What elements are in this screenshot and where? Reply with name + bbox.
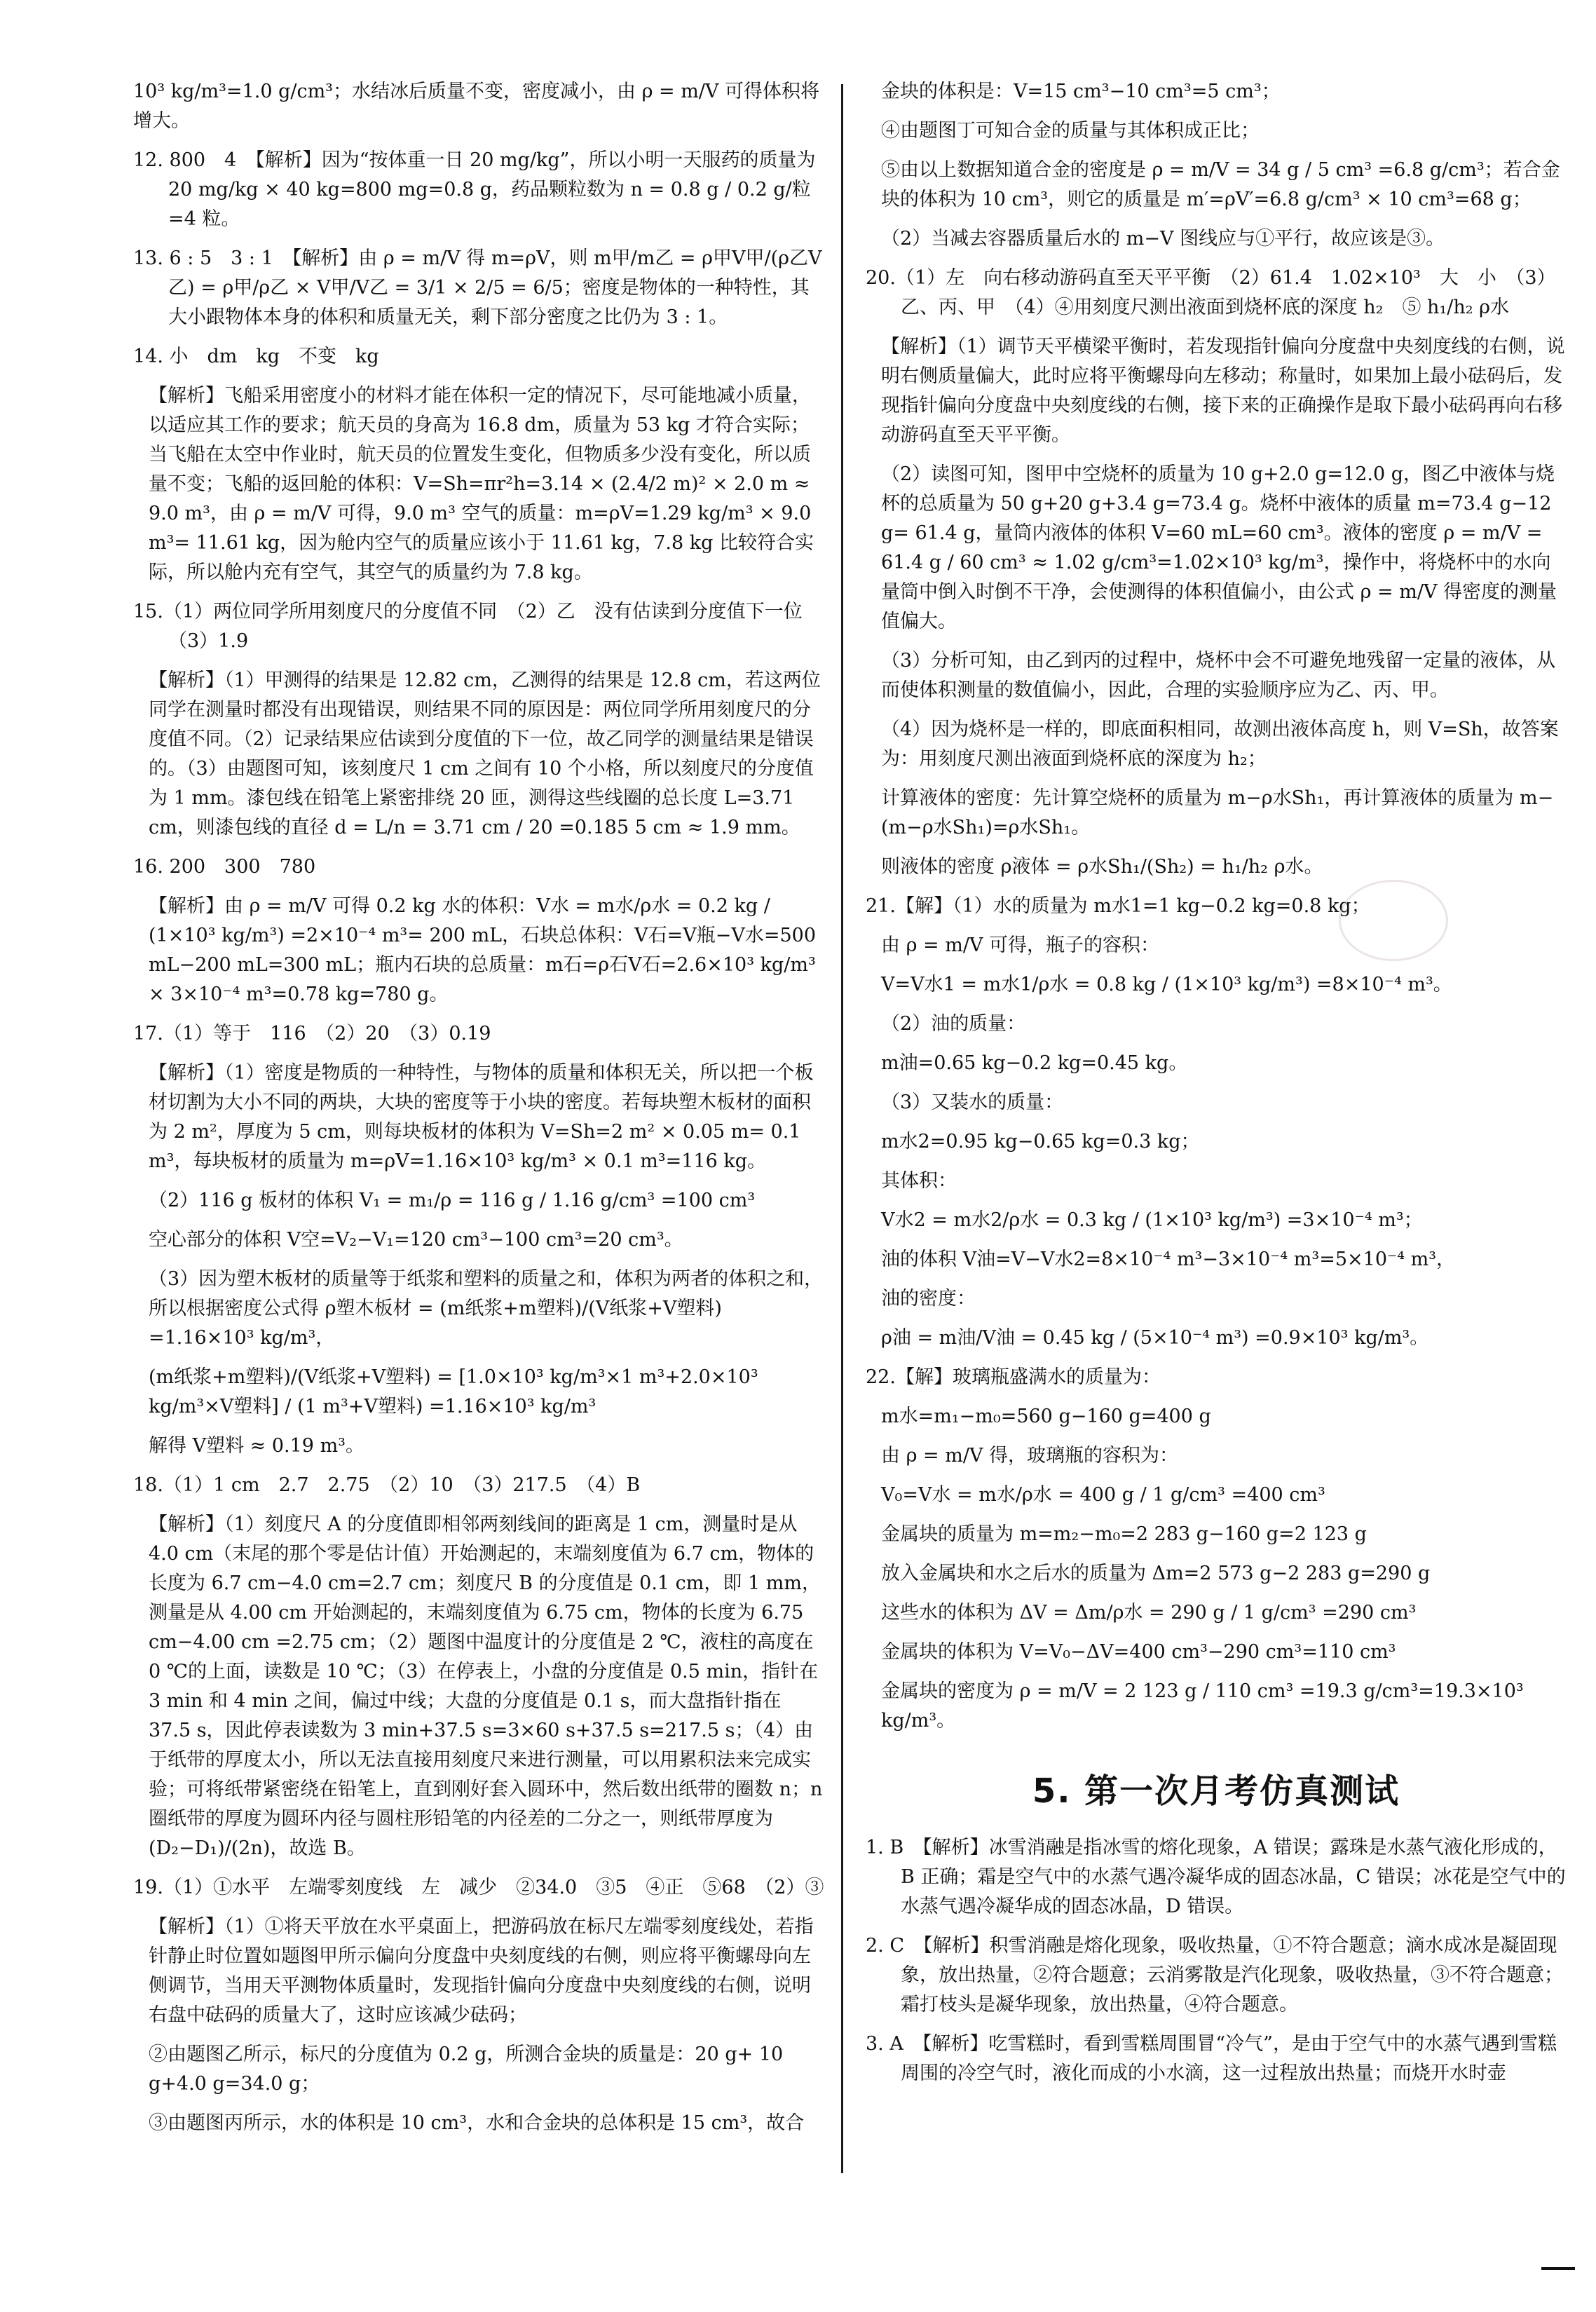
- analysis-20-part6: 则液体的密度 ρ液体 = ρ水Sh₁/(Sh₂) = h₁/h₂ ρ水。: [881, 856, 1323, 878]
- section-title: 5. 第一次月考仿真测试: [1032, 1772, 1400, 1811]
- answer-20: 20.（1）左 向右移动游码直至天平平衡 （2）61.4 1.02×10³ 大 小 （3）乙、丙、甲 （4）④用刻度尺测出液面到烧杯底的深度 h₂ ⑤ h₁/h₂ ρ水: [866, 267, 1556, 318]
- answer-21-line: m水2=0.95 kg−0.65 kg=0.3 kg；: [881, 1131, 1200, 1152]
- analysis-20-part5: 计算液体的密度：先计算空烧杯的质量为 m−ρ水Sh₁，再计算液体的质量为 m−(m−ρ水Sh₁)=ρ水Sh₁。: [881, 787, 1554, 838]
- answer-21-line: 由 ρ = m/V 可得，瓶子的容积：: [881, 934, 1160, 956]
- right-column: [866, 77, 1567, 2098]
- analysis-16: 【解析】由 ρ = m/V 可得 0.2 kg 水的体积：V水 = m水/ρ水 = 0.2 kg / (1×10³ kg/m³) =2×10⁻⁴ m³= 200 mL，石块总体积：V石=V瓶−V水=500 mL−200 mL=300 mL；瓶内石块的总质量：m石=ρ石V石=2.6×10³ kg/m³ × 3×10⁻⁴ m³=0.78 kg=780 g。: [149, 895, 822, 1005]
- analysis-17-part2b: 空心部分的体积 V空=V₂−V₁=120 cm³−100 cm³=20 cm³。: [149, 1229, 683, 1251]
- answer-17: 17.（1）等于 116 （2）20 （3）0.19: [133, 1023, 491, 1045]
- analysis-17-formula: (m纸浆+m塑料)/(V纸浆+V塑料) = [1.0×10³ kg/m³×1 m³+2.0×10³ kg/m³×V塑料] / (1 m³+V塑料) =1.16×10³ kg/m³: [149, 1366, 765, 1417]
- analysis-20-part3: （3）分析可知，由乙到丙的过程中，烧杯中会不可避免地残留一定量的液体，从而使体积测量的数值偏小，因此，合理的实验顺序应为乙、丙、甲。: [881, 650, 1556, 701]
- answer-21-line: （2）油的质量：: [881, 1013, 1026, 1035]
- answer-22-line: 金属块的质量为 m=m₂−m₀=2 283 g−160 g=2 123 g: [881, 1523, 1367, 1545]
- section-answer-2: 2. C 【解析】积雪消融是熔化现象，吸收热量，①不符合题意；滴水成冰是凝固现象，放出热量，②符合题意；云消雾散是汽化现象，吸收热量，③不符合题意；霜打枝头是凝华现象，放出热量，④符合题意。: [866, 1935, 1563, 2015]
- answer-21-line: ρ油 = m油/V油 = 0.45 kg / (5×10⁻⁴ m³) =0.9×10³ kg/m³。: [881, 1327, 1429, 1349]
- answer-21-line: 油的密度：: [881, 1288, 976, 1310]
- answer-22-line: 这些水的体积为 ΔV = Δm/ρ水 = 290 g / 1 g/cm³ =290 cm³: [881, 1602, 1417, 1624]
- column-divider: [841, 84, 843, 2173]
- analysis-19-part6: （2）当减去容器质量后水的 m−V 图线应与①平行，故应该是③。: [881, 228, 1445, 250]
- answer-21-line: V水2 = m水2/ρ水 = 0.3 kg / (1×10³ kg/m³) =3×10⁻⁴ m³；: [881, 1209, 1423, 1231]
- answer-16: 16. 200 300 780: [133, 856, 316, 878]
- faint-stamp-seal: [1339, 880, 1448, 961]
- answer-21-line: 其体积：: [881, 1170, 957, 1192]
- analysis-17-part3: （3）因为塑木板材的质量等于纸浆和塑料的质量之和，体积为两者的体积之和，所以根据密度公式得 ρ塑木板材 = (m纸浆+m塑料)/(V纸浆+V塑料) =1.16×10³ kg/m³，: [149, 1268, 824, 1349]
- answer-21-line: m油=0.65 kg−0.2 kg=0.45 kg。: [881, 1052, 1188, 1074]
- page-number-mark: [1541, 2267, 1575, 2270]
- left-column: [133, 77, 827, 2148]
- analysis-19-part2: ②由题图乙所示，标尺的分度值为 0.2 g，所测合金块的质量是：20 g+ 10 g+4.0 g=34.0 g；: [149, 2044, 789, 2095]
- analysis-17-result: 解得 V塑料 ≈ 0.19 m³。: [149, 1435, 364, 1457]
- answer-22-line: V₀=V水 = m水/ρ水 = 400 g / 1 g/cm³ =400 cm³: [881, 1484, 1325, 1506]
- answer-22-line: 由 ρ = m/V 得，玻璃瓶的容积为：: [881, 1445, 1179, 1467]
- answer-12: 12. 800 4 【解析】因为“按体重一日 20 mg/kg”，所以小明一天服药的质量为 20 mg/kg × 40 kg=800 mg=0.8 g，药品颗粒数为 n = 0.8 g / 0.2 g/粒 =4 粒。: [133, 149, 822, 230]
- analysis-18: 【解析】（1）刻度尺 A 的分度值即相邻两刻线间的距离是 1 cm，测量时是从 4.0 cm（末尾的那个零是估计值）开始测起的，末端刻度值为 6.7 cm，物体的长度为 6.7 cm−4.0 cm=2.7 cm；刻度尺 B 的分度值是 0.1 cm，即 1 mm，测量是从 4.00 cm 开始测起的，末端刻度值为 6.75 cm，物体的长度为 6.75 cm−4.00 cm =2.75 cm；（2）题图中温度计的分度值是 2 ℃，液柱的高度在 0 ℃的上面，读数是 10 ℃；（3）在停表上，小盘的分度值是 0.5 min，指针在 3 min 和 4 min 之间，偏过中线；大盘的分度值是 0.1 s，而大盘指针指在 37.5 s，因此停表读数为 3 min+37.5 s=3×60 s+37.5 s=217.5 s；（4）由于纸带的厚度太小，所以无法直接用刻度尺来进行测量，可以用累积法来完成实验；可将纸带紧密绕在铅笔上，直到刚好套入圆环中，然后数出纸带的圈数 n；n 圈纸带的厚度为圆环内径与圆柱形铅笔的内径差的二分之一，则纸带厚度为 (D₂−D₁)/(2n)，故选 B。: [149, 1514, 828, 1859]
- analysis-14: 【解析】飞船采用密度小的材料才能在体积一定的情况下，尽可能地减小质量，以适应其工作的要求；航天员的身高为 16.8 dm，质量为 53 kg 才符合实际；当飞船在太空中作业时，航天员的位置发生变化，但物质多少没有变化，所以质量不变；飞船的返回舱的体积：V=Sh=πr²h=3.14 × (2.4/2 m)² × 2.0 m ≈ 9.0 m³，由 ρ = m/V 可得，9.0 m³ 空气的质量：m=ρV=1.29 kg/m³ × 9.0 m³= 11.61 kg，因为舱内空气的质量应该小于 11.61 kg，7.8 kg 比较符合实际，所以舱内充有空气，其空气的质量约为 7.8 kg。: [149, 385, 817, 583]
- answer-21-line: （3）又装水的质量：: [881, 1092, 1064, 1113]
- analysis-20-part1: 【解析】（1）调节天平横梁平衡时，若发现指针偏向分度盘中央刻度线的右侧，说明右侧质量偏大，此时应将平衡螺母向左移动；称量时，如果加上最小砝码后，发现指针偏向分度盘中央刻度线的右侧，接下来的正确操作是取下最小砝码再向右移动游码直至天平平衡。: [881, 336, 1565, 446]
- text-line: 10³ kg/m³=1.0 g/cm³；水结冰后质量不变，密度减小，由 ρ = m/V 可得体积将增大。: [133, 81, 820, 132]
- answer-22-line: 金属块的密度为 ρ = m/V = 2 123 g / 110 cm³ =19.3 g/cm³=19.3×10³ kg/m³。: [881, 1680, 1530, 1732]
- analysis-17-part1: 【解析】（1）密度是物质的一种特性，与物体的质量和体积无关，所以把一个板材切割为大小不同的两块，大块的密度等于小块的密度。若每块塑木板材的面积为 2 m²，厚度为 5 cm，则每块板材的体积为 V=Sh=2 m² × 0.05 m= 0.1 m³，每块板材的质量为 m=ρV=1.16×10³ kg/m³ × 0.1 m³=116 kg。: [149, 1062, 814, 1172]
- answer-13: 13. 6 : 5 3 : 1 【解析】由 ρ = m/V 得 m=ρV，则 m甲/m乙 = ρ甲V甲/(ρ乙V乙) = ρ甲/ρ乙 × V甲/V乙 = 3/1 × 2/5 = 6/5；密度是物体的一种特性，其大小跟物体本身的体积和质量无关，剩下部分密度之比仍为 3 : 1。: [133, 247, 822, 328]
- answer-22-line: 金属块的体积为 V=V₀−ΔV=400 cm³−290 cm³=110 cm³: [881, 1641, 1396, 1663]
- answer-22: 22.【解】玻璃瓶盛满水的质量为：: [866, 1366, 1161, 1388]
- answer-15: 15.（1）两位同学所用刻度尺的分度值不同 （2）乙 没有估读到分度值下一位 （3）1.9: [133, 601, 821, 652]
- analysis-15: 【解析】（1）甲测得的结果是 12.82 cm，乙测得的结果是 12.8 cm，若这两位同学在测量时都没有出现错误，则结果不同的原因是：两位同学所用刻度尺的分度值不同。（2）记录结果应估读到分度值的下一位，故乙同学的测量结果是错误的。（3）由题图可知，该刻度尺 1 cm 之间有 10 个小格，所以刻度尺的分度值为 1 mm。漆包线在铅笔上紧密排绕 20 匝，测得这些线圈的总长度 L=3.71 cm，则漆包线的直径 d = L/n = 3.71 cm / 20 =0.185 5 cm ≈ 1.9 mm。: [149, 669, 821, 838]
- answer-22-line: m水=m₁−m₀=560 g−160 g=400 g: [881, 1406, 1211, 1427]
- analysis-17-part2: （2）116 g 板材的体积 V₁ = m₁/ρ = 116 g / 1.16 g/cm³ =100 cm³: [149, 1190, 756, 1211]
- answer-14: 14. 小 dm kg 不变 kg: [133, 346, 379, 367]
- analysis-19-part3: ③由题图丙所示，水的体积是 10 cm³，水和合金块的总体积是 15 cm³，故合: [149, 2112, 805, 2134]
- analysis-19-part4: ④由题图丁可知合金的质量与其体积成正比；: [881, 120, 1260, 142]
- answer-21: 21.【解】（1）水的质量为 m水1=1 kg−0.2 kg=0.8 kg；: [866, 895, 1370, 917]
- answer-19: 19.（1）①水平 左端零刻度线 左 减少 ②34.0 ③5 ④正 ⑤68 （2）③: [133, 1877, 824, 1898]
- answer-18: 18.（1）1 cm 2.7 2.75 （2）10 （3）217.5 （4）B: [133, 1474, 641, 1496]
- answer-21-line: 油的体积 V油=V−V水2=8×10⁻⁴ m³−3×10⁻⁴ m³=5×10⁻⁴ m³，: [881, 1249, 1456, 1270]
- analysis-19-part5: ⑤由以上数据知道合金的密度是 ρ = m/V = 34 g / 5 cm³ =6.8 g/cm³；若合金块的体积为 10 cm³，则它的质量是 m′=ρV′=6.8 g/cm³ × 10 cm³=68 g；: [881, 159, 1560, 210]
- answer-22-line: 放入金属块和水之后水的质量为 Δm=2 573 g−2 283 g=290 g: [881, 1563, 1431, 1584]
- analysis-19-part1: 【解析】（1）①将天平放在水平桌面上，把游码放在标尺左端零刻度线处，若指针静止时位置如题图甲所示偏向分度盘中央刻度线的右侧，则应将平衡螺母向左侧调节，当用天平测物体质量时，发现指针偏向分度盘中央刻度线的右侧，说明右盘中砝码的质量大了，这时应该减少砝码；: [149, 1916, 814, 2026]
- analysis-20-part4: （4）因为烧杯是一样的，即底面积相同，故测出液体高度 h，则 V=Sh，故答案为：用刻度尺测出液面到烧杯底的深度为 h₂；: [881, 719, 1559, 770]
- section-answer-3: 3. A 【解析】吃雪糕时，看到雪糕周围冒“冷气”，是由于空气中的水蒸气遇到雪糕周围的冷空气时，液化而成的小水滴，这一过程放出热量；而烧开水时壶: [866, 2033, 1557, 2084]
- answer-21-line: V=V水1 = m水1/ρ水 = 0.8 kg / (1×10³ kg/m³) =8×10⁻⁴ m³。: [881, 974, 1452, 995]
- analysis-20-part2: （2）读图可知，图甲中空烧杯的质量为 10 g+2.0 g=12.0 g，图乙中液体与烧杯的总质量为 50 g+20 g+3.4 g=73.4 g。烧杯中液体的质量 m=73.4 g−12 g= 61.4 g，量筒内液体的体积 V=60 mL=60 cm³。液体的密度 ρ = m/V = 61.4 g / 60 cm³ ≈ 1.02 g/cm³=1.02×10³ kg/m³，操作中，将烧杯中的水向量筒中倒入时倒不干净，会使测得的体积值偏小，由公式 ρ = m/V 得密度的测量值偏大。: [881, 463, 1558, 632]
- section-answer-1: 1. B 【解析】冰雪消融是指冰雪的熔化现象，A 错误；露珠是水蒸气液化形成的，B 正确；霜是空气中的水蒸气遇冷凝华成的固态冰晶，C 错误；冰花是空气中的水蒸气遇冷凝华成的固态冰晶，D 错误。: [866, 1837, 1566, 1917]
- analysis-19-part3-cont: 金块的体积是：V=15 cm³−10 cm³=5 cm³；: [881, 81, 1281, 102]
